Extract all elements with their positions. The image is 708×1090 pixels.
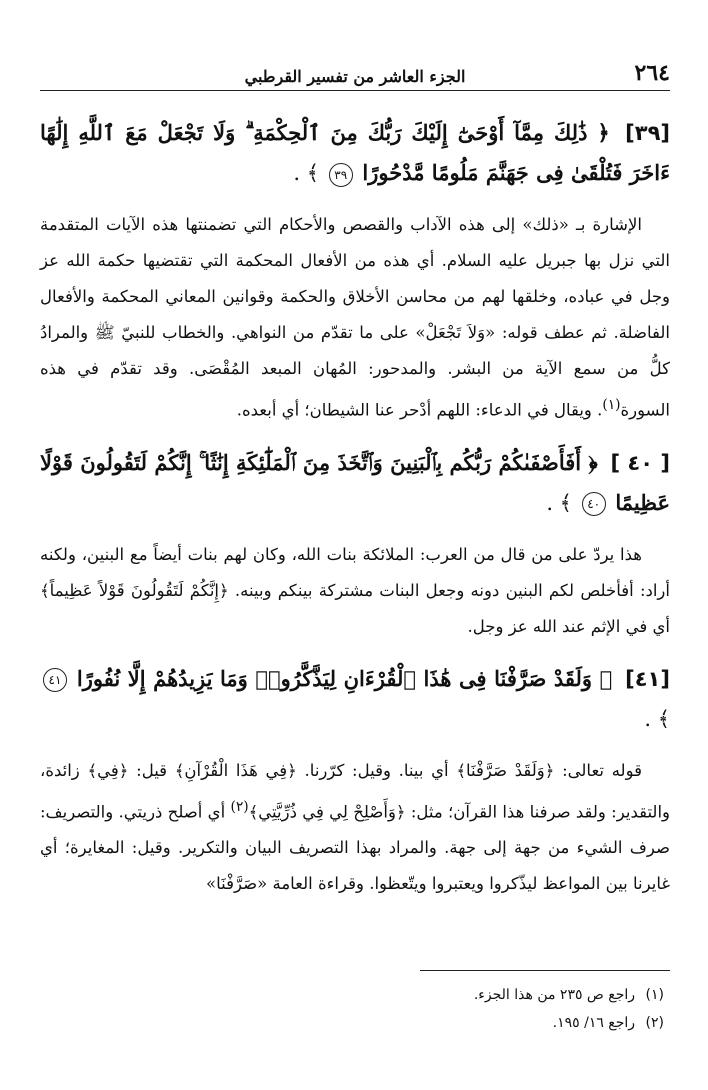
verse-number: [٣٩] <box>625 121 670 145</box>
commentary-paragraph <box>40 207 670 429</box>
footnote-text: راجع ص ٢٣٥ من هذا الجزء. <box>473 987 636 1003</box>
paragraph-text: أي أصلح ذريتي. والتصريف: صرف الشيء من جهة إلى جهة. والمراد بهذا التصريف البيان والتكرير. وقيل: المغايرة؛ أي غايرنا بين المواعظ ليذّكروا ويعتبروا ويتّعظوا. وقراءة العامة «صَرَّفْنَا» <box>40 802 670 893</box>
verse-text: ﴿ أَفَأَصْفَىٰكُمْ رَبُّكُم بِٱلْبَنِينَ وَٱتَّخَذَ مِنَ ٱلْمَلَٰٓئِكَةِ إِنَٰثًا ۚ إِنَّكُمْ لَتَقُولُونَ قَوْلًا عَظِيمًا <box>40 449 670 515</box>
footnote-ref: (٢) <box>230 798 249 815</box>
verse-close: ﴾ . <box>644 706 670 731</box>
page-content <box>40 113 670 902</box>
footnote <box>40 1009 664 1037</box>
running-title: الجزء العاشر من تفسير القرطبي <box>244 67 466 86</box>
footnote-ref: (١) <box>602 397 621 413</box>
verse-39 <box>40 113 670 193</box>
commentary-paragraph <box>40 753 670 903</box>
verse-number: [ ٤٠ ] <box>610 450 670 475</box>
paragraph-text: . ويقال في الدعاء: اللهم أدْحر عنا الشيطان؛ أي أبعده. <box>236 400 603 420</box>
verse-text: ﴿ ذَٰلِكَ مِمَّآ أَوْحَىٰٓ إِلَيْكَ رَبُّكَ مِنَ ٱلْحِكْمَةِ ۗ وَلَا تَجْعَلْ مَعَ ٱللَّهِ إِلَٰهًا ءَاخَرَ فَتُلْقَىٰ فِى جَهَنَّمَ مَلُومًا مَّدْحُورًا <box>40 120 670 185</box>
verse-number: [٤١] <box>625 666 670 691</box>
ayah-end-marker: ٣٩ <box>329 163 353 187</box>
ayah-end-marker: ٤٠ <box>582 492 606 516</box>
footnote <box>40 981 664 1009</box>
paragraph-text: الإشارة بـ «ذلك» إلى هذه الآداب والقصص والأحكام التي تضمنتها هذه الآيات المتقدمة التي نزل بها جبريل عليه السلام. أي هذه من الأفعال المحكمة التي تقتضيها حكمة الله عز وجل في عباده، وخلقها لهم من محاسن الأخلاق والحكمة وقوانين المعاني المحكمة والأفعال الفاضلة. ثم عطف قوله: «وَلاَ تَجْعَلْ» على ما تقدّم من النواهي. والخطاب للنبيّ ﷺ والمرادُ كلُّ من سمع الآية من البشر. والمدحور: المُهان المبعد المُقْصَى. وقد تقدّم في هذه السورة <box>40 215 670 420</box>
footnotes <box>40 970 670 1037</box>
footnote-number: (١) <box>645 987 664 1003</box>
verse-40 <box>40 443 670 523</box>
verse-close: ﴾ . <box>293 161 320 185</box>
commentary-paragraph <box>40 537 670 645</box>
ayah-end-marker: ٤١ <box>43 668 67 692</box>
paragraph-text: هذا يردّ على من قال من العرب: الملائكة بنات الله، وكان لهم بنات أيضاً مع البنين، ولكنه أراد: أفأخلص لكم البنين دونه وجعل البنات مشتركة بينكم وبينه. ﴿إِنَّكُمْ لَتَقُولُونَ قَوْلاً عَظِيماً﴾ أي في الإثم عند الله عز وجل. <box>40 544 670 636</box>
page-header <box>40 52 670 91</box>
footnote-number: (٢) <box>645 1015 664 1031</box>
footnote-divider <box>420 970 670 971</box>
verse-text: ﴿ وَلَقَدْ صَرَّفْنَا فِى هَٰذَا ٱلْقُرْءَانِ لِيَذَّكَّرُوا۟ وَمَا يَزِيدُهُمْ إِلَّا نُفُورًا <box>76 665 613 691</box>
page-number: ٢٦٤ <box>634 60 670 86</box>
verse-close: ﴾ . <box>546 490 572 515</box>
verse-41 <box>40 659 670 739</box>
footnote-text: راجع ١٦/ ١٩٥. <box>552 1015 636 1031</box>
book-page <box>40 52 670 1062</box>
paragraph-text: قوله تعالى: ﴿وَلَقَدْ صَرَّفْنَا﴾ أي بينا. وقيل: كرّرنا. ﴿فِي هَذَا الْقُرْآنِ﴾ قيل: ﴿فِي﴾ زائدة، والتقدير: ولقد صرفنا هذا القرآن؛ مثل: ﴿وَأَصْلِحْ لِي فِي ذُرِّيَّتِي﴾ <box>40 760 671 821</box>
